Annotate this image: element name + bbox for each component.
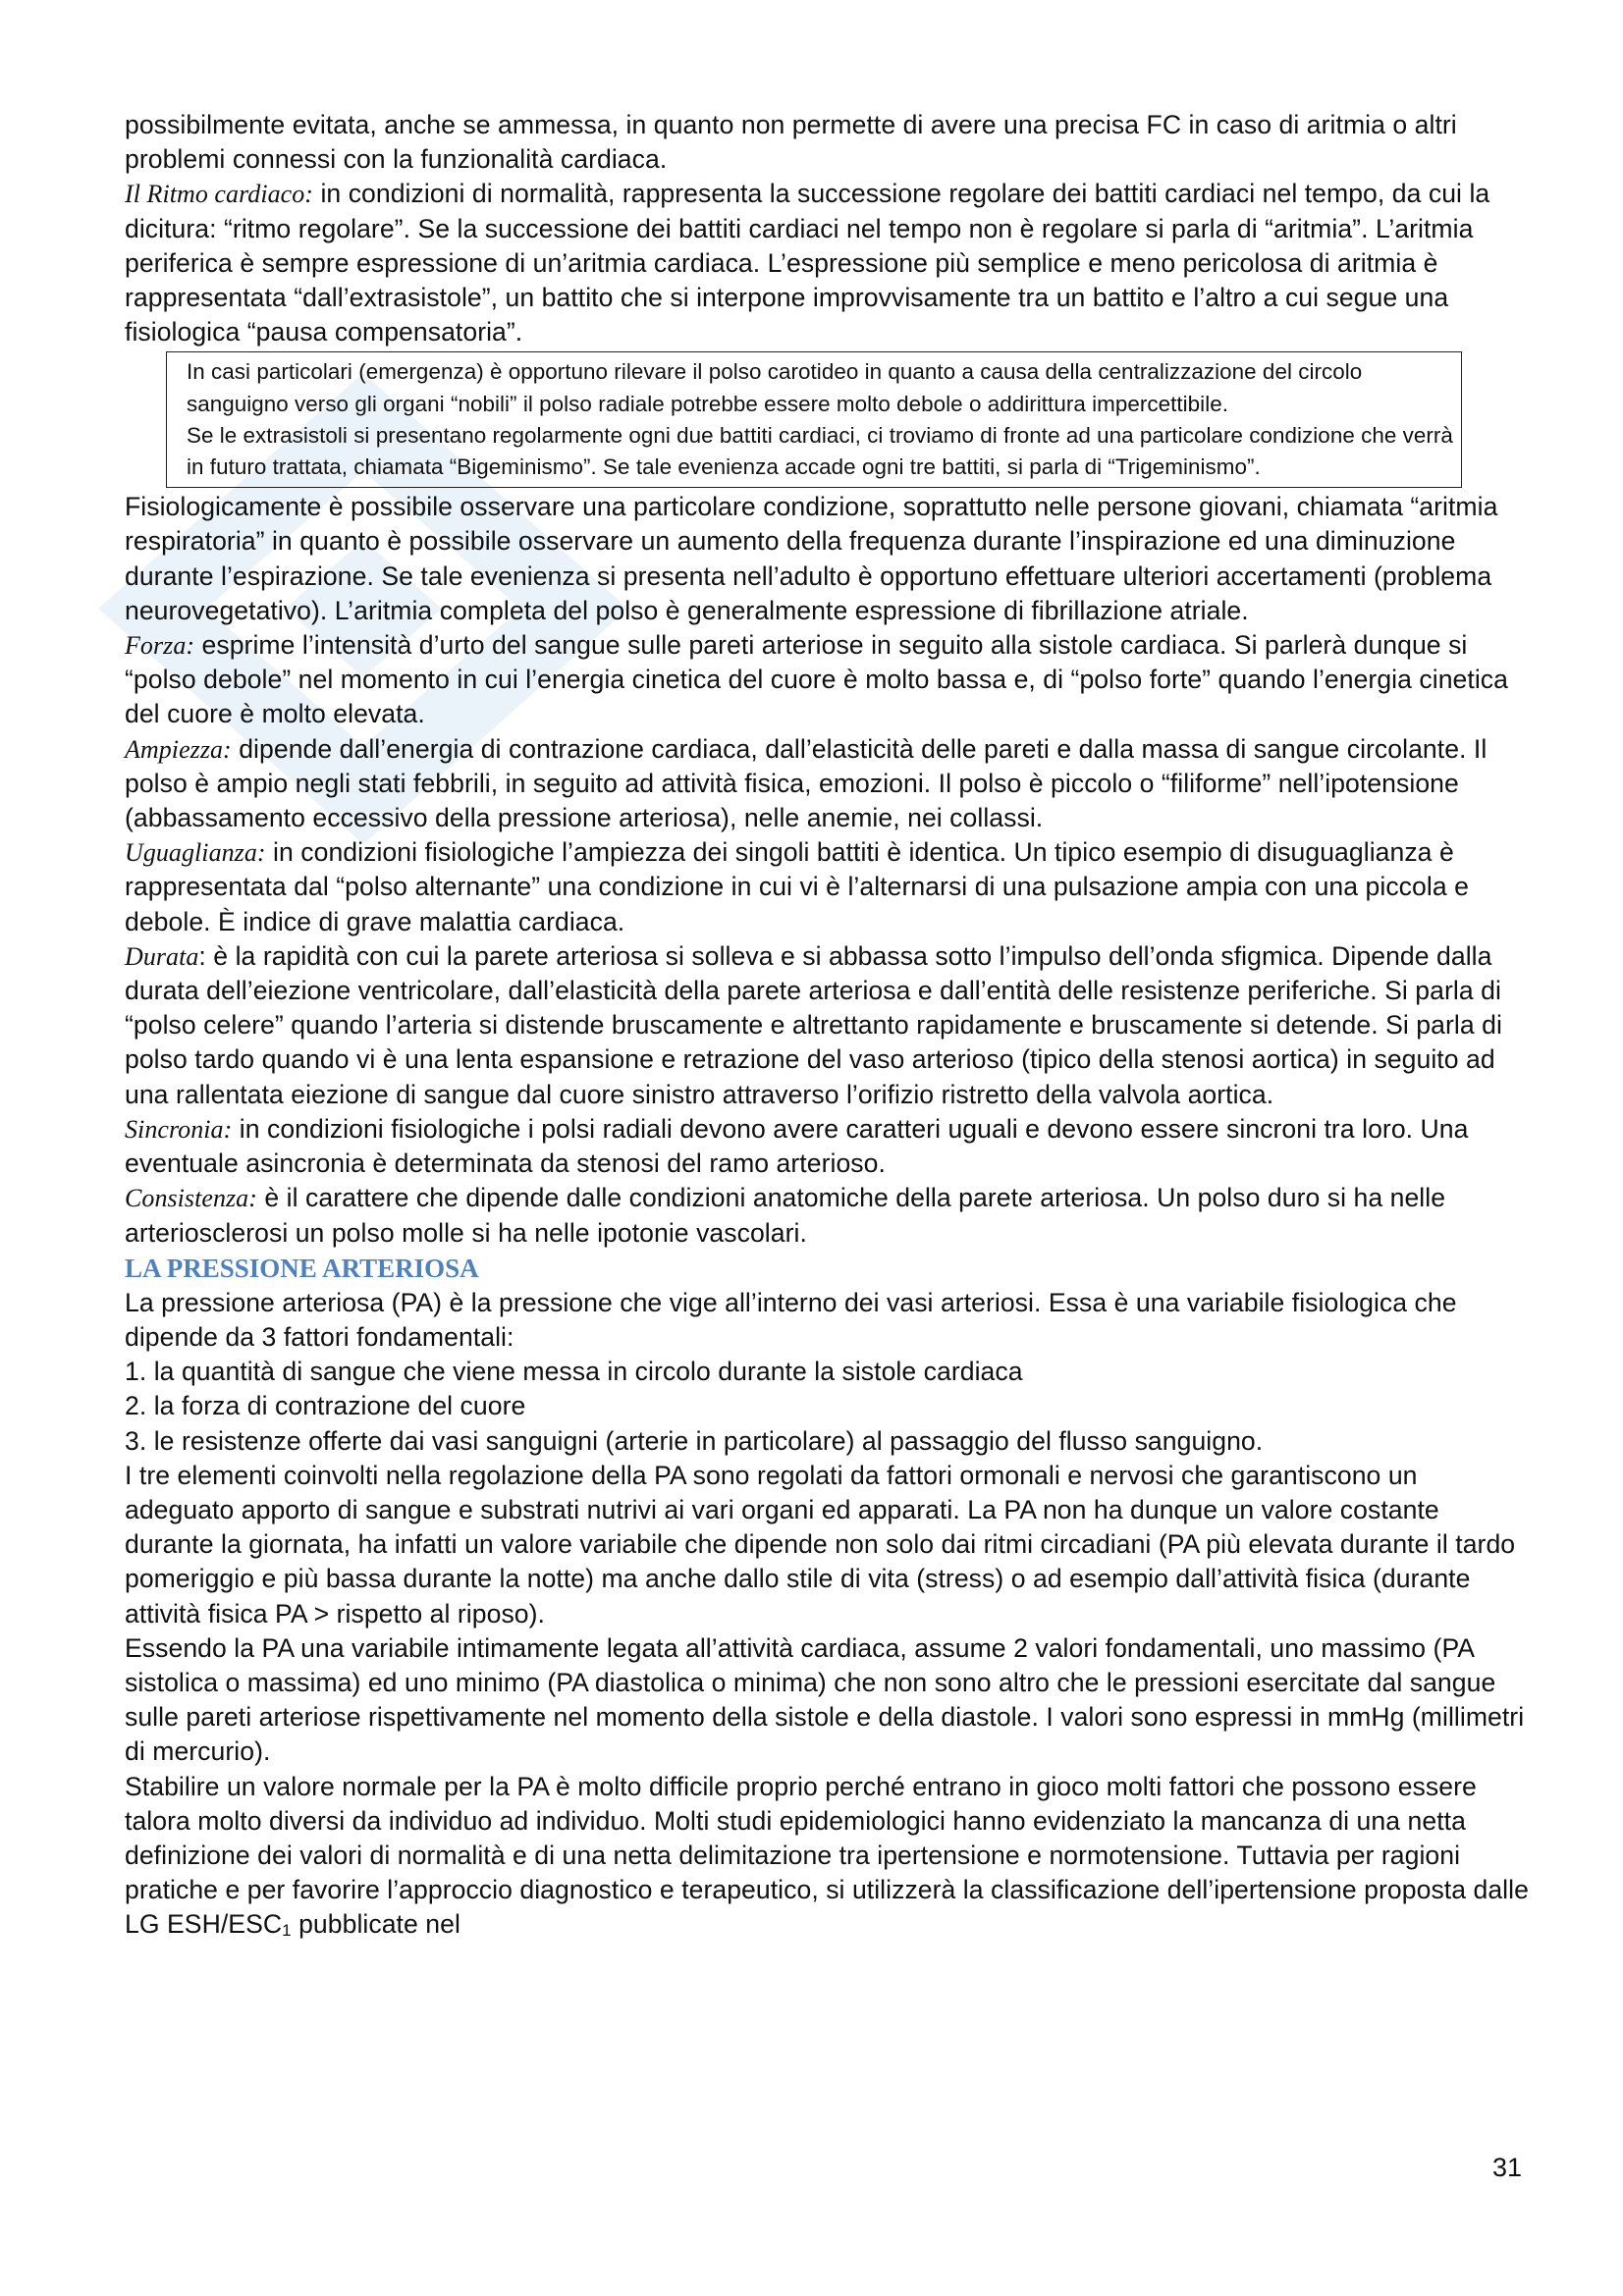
factor-item: 2. la forza di contrazione del cuore — [125, 1391, 526, 1421]
paragraph-consistenza — [125, 1181, 1529, 1250]
text-consistenza: è il carattere che dipende dalle condizioni anatomiche della parete arteriosa. Un polso duro si ha nelle arteriosclerosi un polso molle si ha nelle ipotonie vascolari. — [125, 1183, 1446, 1248]
paragraph-aritmia-respiratoria: Fisiologicamente è possibile osservare una particolare condizione, soprattutto nelle persone giovani, chiamata “aritmia respiratoria” in quanto è possibile osservare un aumento della frequenza durante l’inspirazione ed una diminuzione durante l’espirazione. Se tale evenienza si presenta nell’adulto è opportuno effettuare ulteriori accertamenti (problema neurovegetativo). L’aritmia completa del polso è generalmente espressione di fibrillazione atriale. — [125, 492, 1498, 625]
note-box-line-2: Se le extrasistoli si presentano regolarmente ogni due battiti cardiaci, ci troviamo di fronte ad una particolare condizione che verrà in futuro trattata, chiamata “Bigeminismo”. Se tale evenienza accade ogni tre battiti, si parla di “Trigeminismo”. — [187, 422, 1453, 480]
paragraph-pa-intro: La pressione arteriosa (PA) è la pressione che vige all’interno dei vasi arteriosi. Essa è una variabile fisiologica che dipende da 3 fattori fondamentali: — [125, 1287, 1457, 1352]
paragraph-forza — [125, 628, 1529, 732]
paragraph-durata — [125, 939, 1529, 1112]
factor-item: 3. le resistenze offerte dai vasi sanguigni (arterie in particolare) al passaggio del flusso sanguigno. — [125, 1425, 1264, 1456]
text-pa-normal: Stabilire un valore normale per la PA è molto difficile proprio perché entrano in gioco molti fattori che possono essere talora molto diversi da individuo ad individuo. Molti studi epidemiologici hanno evidenziato la mancanza di una netta definizione dei valori di normalità e di una netta delimitazione tra ipertensione e normotensione. Tuttavia per ragioni pratiche e per favorire l’approccio diagnostico e terapeutico, si utilizzerà la classificazione dell’ipertensione proposta dalle LG ESH/ESC — [125, 1771, 1529, 1940]
note-box-line-1: In casi particolari (emergenza) è opportuno rilevare il polso carotideo in quanto a causa della centralizzazione del circolo sanguigno verso gli organi “nobili” il polso radiale potrebbe essere molto debole o addirittura impercettibile. — [187, 359, 1363, 416]
text-durata: : è la rapidità con cui la parete arteriosa si solleva e si abbassa sotto l’impulso dell’onda sfigmica. Dipende dalla durata dell’eiezione ventricolare, dall’elasticità della parete arteriosa e dall’entità delle resistenze periferiche. Si parla di “polso celere” quando l’arteria si distende bruscamente e altrettanto rapidamente e bruscamente si detende. Si parla di polso tardo quando vi è una lenta espansione e retrazione del vaso arterioso (tipico della stenosi aortica) in seguito ad una rallentata eiezione di sangue dal cuore sinistro attraverso l’orifizio ristretto della valvola aortica. — [125, 940, 1502, 1109]
text-pa-normal-tail: pubblicate nel — [291, 1909, 460, 1940]
term-durata: Durata — [125, 941, 199, 971]
term-ampiezza: Ampiezza: — [125, 734, 232, 764]
term-sincronia: Sincronia: — [125, 1114, 233, 1144]
paragraph-ampiezza — [125, 732, 1529, 836]
text-ritmo: in condizioni di normalità, rappresenta la successione regolare dei battiti cardiaci nel tempo, da cui la dicitura: “ritmo regolare”. Se la successione dei battiti cardiaci nel tempo non è regolare si parla di “aritmia”. L’aritmia periferica è sempre espressione di un’aritmia cardiaca. L’espressione più semplice e meno pericolosa di aritmia è rappresentata “dall’extrasistole”, un battito che si interpone improvvisamente tra un battito e l’altro a cui segue una fisiologica “pausa compensatoria”. — [125, 179, 1490, 347]
factor-item: 1. la quantità di sangue che viene messa in circolo durante la sistole cardiaca — [125, 1357, 1023, 1387]
note-box — [166, 351, 1462, 488]
footnote-reference[interactable]: 1 — [282, 1921, 292, 1941]
text-sincronia: in condizioni fisiologiche i polsi radiali devono avere caratteri uguali e devono essere sincroni tra loro. Una eventuale asincronia è determinata da stenosi del ramo arterioso. — [125, 1113, 1469, 1179]
text-forza: esprime l’intensità d’urto del sangue sulle pareti arteriose in seguito alla sistole cardiaca. Si parlerà dunque si “polso debole” nel momento in cui l’energia cinetica del cuore è molto bassa e, di “polso forte” quando l’energia cinetica del cuore è molto elevata. — [125, 630, 1508, 729]
section-heading: LA PRESSIONE ARTERIOSA — [125, 1253, 479, 1283]
term-ritmo: Il Ritmo cardiaco: — [125, 180, 314, 209]
paragraph-pa-values: Essendo la PA una variabile intimamente legata all’attività cardiaca, assume 2 valori fondamentali, uno massimo (PA sistolica o massima) ed uno minimo (PA diastolica o minima) che non sono altro che le pressioni esercitate dal sangue sulle pareti arteriose rispettivamente nel momento della sistole e della diastole. I valori sono espressi in mmHg (millimetri di mercurio). — [125, 1632, 1525, 1767]
text-ampiezza: dipende dall’energia di contrazione cardiaca, dall’elasticità delle pareti e dalla massa di sangue circolante. Il polso è ampio negli stati febbrili, in seguito ad attività fisica, emozioni. Il polso è piccolo o “filiforme” nell’ipotensione (abbassamento eccessivo della pressione arteriosa), nelle anemie, nei collassi. — [125, 733, 1488, 833]
page-number: 31 — [1492, 2153, 1523, 2182]
paragraph-ritmo — [125, 177, 1529, 349]
text-uguaglianza: in condizioni fisiologiche l’ampiezza dei singoli battiti è identica. Un tipico esempio di disuguaglianza è rappresentata dal “polso alternante” una condizione in cui vi è l’alternarsi di una pulsazione ampia con una piccola e debole. È indice di grave malattia cardiaca. — [125, 837, 1469, 936]
paragraph-uguaglianza — [125, 835, 1529, 939]
term-consistenza: Consistenza: — [125, 1184, 257, 1213]
term-uguaglianza: Uguaglianza: — [125, 838, 266, 868]
paragraph-sincronia — [125, 1112, 1529, 1181]
paragraph-top: possibilmente evitata, anche se ammessa, in quanto non permette di avere una precisa FC in caso di aritmia o altri problemi connessi con la funzionalità cardiaca. — [125, 110, 1457, 175]
term-forza: Forza: — [125, 631, 195, 661]
paragraph-pa-normal — [125, 1770, 1529, 1949]
paragraph-pa-regulation: I tre elementi coinvolti nella regolazione della PA sono regolati da fattori ormonali e nervosi che garantiscono un adeguato apporto di sangue e substrati nutrivi ai vari organi ed apparati. La PA non ha dunque un valore costante durante la giornata, ha infatti un valore variabile che dipende non solo dai ritmi circadiani (PA più elevata durante il tardo pomeriggio e più bassa durante la notte) ma anche dallo stile di vita (stress) o ad esempio dall’attività fisica (durante attività fisica PA > rispetto al riposo). — [125, 1460, 1516, 1629]
document-page — [125, 108, 1529, 1949]
